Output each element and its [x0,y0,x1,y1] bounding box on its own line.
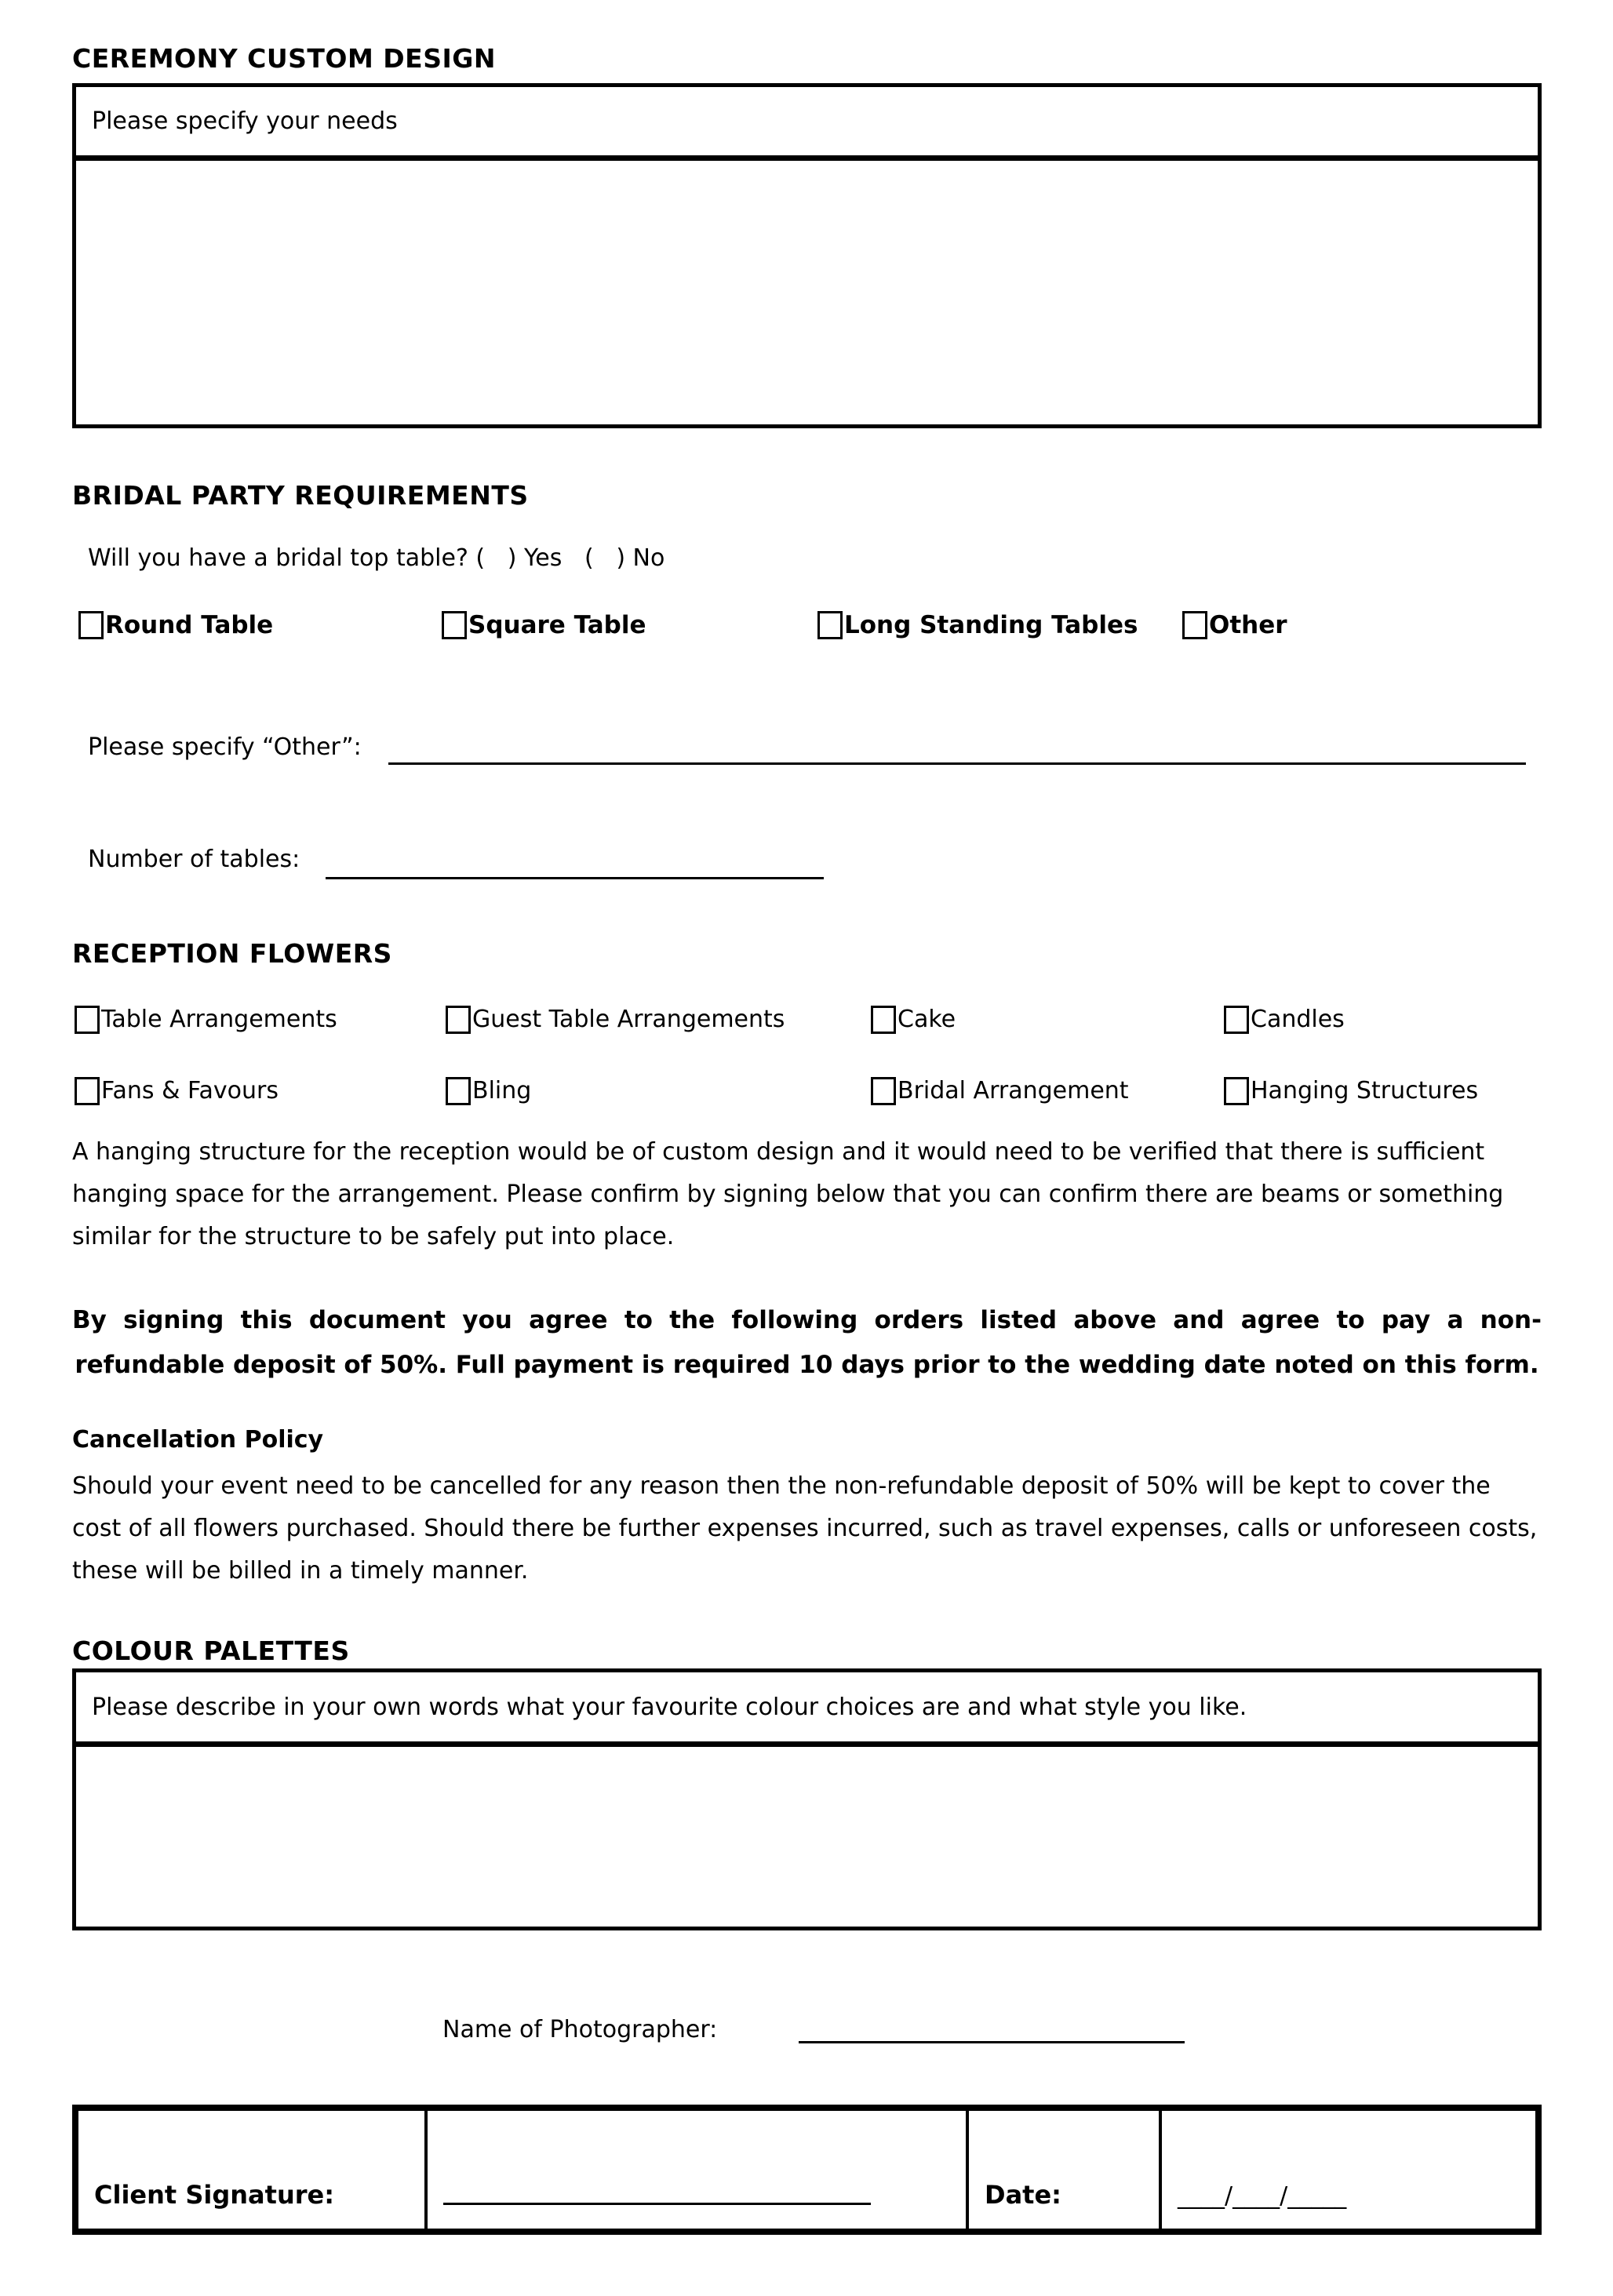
table-arrangements-checkbox[interactable] [75,1006,100,1034]
long-standing-tables-label: Long Standing Tables [844,611,1138,639]
client-signature-line[interactable] [443,2203,871,2205]
number-of-tables-input-line[interactable] [326,877,824,879]
photographer-input-line[interactable] [799,2041,1185,2043]
checkbox-item-hanging-structures[interactable] [1224,1076,1478,1106]
colour-palettes-box-header: Please describe in your own words what your favourite colour choices are and what style you like. [76,1672,1538,1747]
checkbox-item-candles[interactable] [1224,1005,1345,1035]
colour-palettes-heading: COLOUR PALETTES [72,1636,350,1666]
reception-flowers-heading: RECEPTION FLOWERS [72,938,392,969]
guest-table-arrangements-checkbox[interactable] [446,1006,471,1034]
checkbox-item-fans-favours[interactable] [75,1076,279,1106]
hanging-structures-label: Hanging Structures [1251,1077,1479,1104]
long-standing-tables-checkbox[interactable] [817,611,843,639]
ceremony-custom-design-heading: CEREMONY CUSTOM DESIGN [72,43,496,74]
date-input-line[interactable]: ____/____/_____ [1178,2182,1347,2210]
square-table-label: Square Table [468,611,646,639]
specify-other-input-line[interactable] [388,762,1526,765]
signature-table [72,2105,1542,2235]
other-table-checkbox[interactable] [1182,611,1207,639]
checkbox-item-bling[interactable] [446,1076,531,1106]
square-table-checkbox[interactable] [442,611,467,639]
number-of-tables-label: Number of tables: [88,846,300,873]
checkbox-item-bridal-arrangement[interactable] [871,1076,1129,1106]
checkbox-item-long-standing-tables[interactable] [817,610,1138,640]
cancellation-policy-heading: Cancellation Policy [72,1426,324,1454]
cake-label: Cake [898,1006,956,1033]
guest-table-arrangements-label: Guest Table Arrangements [472,1006,785,1033]
ceremony-needs-box-header: Please specify your needs [76,87,1538,161]
round-table-label: Round Table [105,611,274,639]
client-signature-value-cell [428,2111,969,2229]
client-signature-label: Client Signature: [94,2180,334,2210]
colour-palettes-textarea[interactable] [76,1747,1538,1921]
checkbox-item-cake[interactable] [871,1005,956,1035]
table-arrangements-label: Table Arrangements [101,1006,337,1033]
cake-checkbox[interactable] [871,1006,896,1034]
date-label-cell [969,2111,1162,2229]
other-table-label: Other [1209,611,1287,639]
client-signature-label-cell [78,2111,428,2229]
checkbox-item-guest-table-arrangements[interactable] [446,1005,785,1035]
bridal-arrangement-label: Bridal Arrangement [898,1077,1129,1104]
checkbox-item-round-table[interactable] [78,610,273,640]
specify-other-label: Please specify “Other”: [88,733,362,761]
ceremony-needs-box [72,83,1542,428]
checkbox-item-square-table[interactable] [442,610,646,640]
fans-favours-label: Fans & Favours [101,1077,279,1104]
bridal-party-heading: BRIDAL PARTY REQUIREMENTS [72,480,529,511]
cancellation-policy-body: Should your event need to be cancelled for any reason then the non-refundable deposit of 50% will be kept to cover the cost of all flowers purchased. Should there be further expenses incurred, such as travel expenses, calls or unforeseen costs, these will be billed in a timely manner. [72,1472,1538,1585]
bling-label: Bling [472,1077,532,1104]
bridal-top-table-question: Will you have a bridal top table? ( ) Yes ( ) No [88,544,665,572]
colour-palettes-box [72,1668,1542,1930]
date-value-cell [1162,2111,1535,2229]
checkbox-item-table-arrangements[interactable] [75,1005,337,1035]
deposit-agreement-note: By signing this document you agree to the following orders listed above and agree to pay a non-refundable deposit of 50%. Full payment is required 10 days prior to the wedding date noted on this form. [72,1306,1542,1379]
candles-checkbox[interactable] [1224,1006,1249,1034]
bridal-arrangement-checkbox[interactable] [871,1077,896,1105]
checkbox-item-other-table[interactable] [1182,610,1287,640]
hanging-structures-checkbox[interactable] [1224,1077,1249,1105]
bling-checkbox[interactable] [446,1077,471,1105]
photographer-label: Name of Photographer: [442,2016,718,2043]
fans-favours-checkbox[interactable] [75,1077,100,1105]
ceremony-needs-textarea[interactable] [76,161,1538,419]
round-table-checkbox[interactable] [78,611,104,639]
date-label: Date: [985,2180,1061,2210]
candles-label: Candles [1251,1006,1345,1033]
hanging-structure-note: A hanging structure for the reception would be of custom design and it would need to be verified that there is sufficient hanging space for the arrangement. Please confirm by signing below that you can confirm there are beams or something similar for the structure to be safely put into place. [72,1138,1504,1250]
